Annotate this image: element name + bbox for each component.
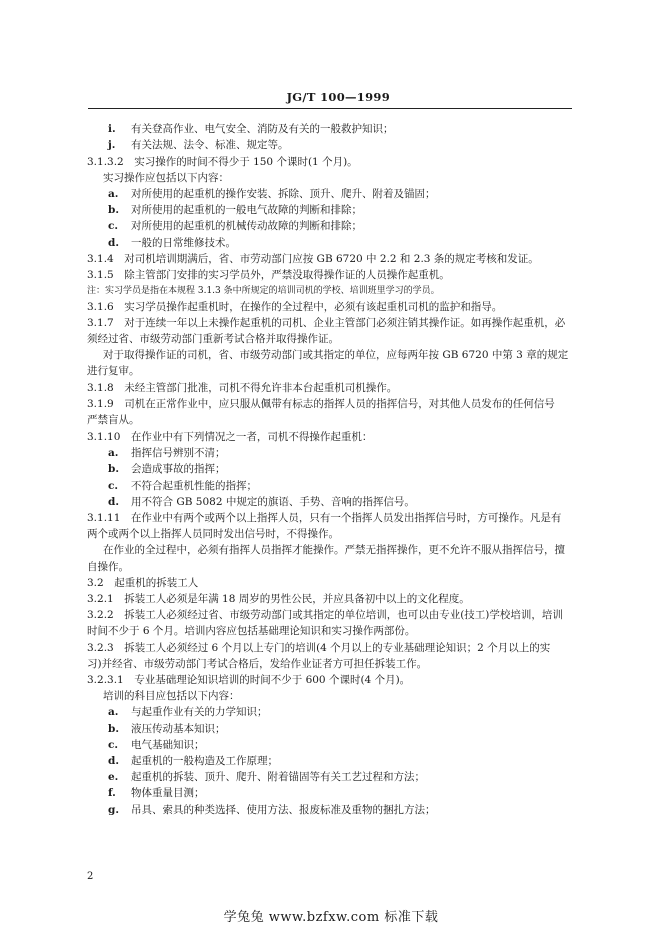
header-rule [88, 108, 572, 109]
paragraph-text: 3.1.11 在作业中有两个或两个以上指挥人员，只有一个指挥人员发出指挥信号时，方可操作。凡是有 [87, 512, 562, 524]
running-header [0, 90, 662, 104]
list-item-label: a. [108, 188, 119, 200]
paragraph-text: 3.1.7 对于连续一年以上未操作起重机的司机、企业主管部门必须注销其操作证。如再操作起重机，必 [87, 317, 566, 329]
list-item-text: 会造成事故的指挥； [131, 463, 226, 475]
paragraph-text: 3.2 起重机的拆装工人 [87, 577, 199, 589]
list-item-text: 不符合起重机性能的指挥； [131, 480, 257, 492]
paragraph-text: 习)并经省、市级劳动部门考试合格后，发给作业证者方可担任拆装工作。 [87, 658, 428, 670]
paragraph-text: 进行复审。 [87, 365, 140, 377]
list-item-label: b. [108, 204, 119, 216]
paragraph-text: 实习操作应包括以下内容： [103, 172, 229, 184]
paragraph-text: 3.2.3.1 专业基础理论知识培训的时间不少于 600 个课时(4 个月)。 [87, 674, 411, 686]
paragraph-text: 自操作。 [87, 561, 129, 573]
list-item-text: 有关法规、法令、标准、规定等。 [131, 139, 289, 151]
list-item-text: 吊具、索具的种类选择、使用方法、报废标准及重物的捆扎方法； [131, 804, 436, 816]
list-item-label: c. [108, 739, 119, 751]
paragraph-text: 培训的科目应包括以下内容： [103, 690, 240, 702]
list-item-text: 对所使用的起重机的操作安装、拆除、顶升、爬升、附着及锚固； [131, 188, 436, 200]
paragraph-text: 3.1.5 除主管部门安排的实习学员外，严禁没取得操作证的人员操作起重机。 [87, 269, 450, 281]
paragraph-text: 3.1.8 未经主管部门批准，司机不得允许非本台起重机司机操作。 [87, 382, 398, 394]
paragraph-text: 须经过省、市级劳动部门重新考试合格并取得操作证。 [87, 333, 339, 345]
footer-watermark: 学兔兔 www.bzfxw.com 标准下载 [223, 910, 439, 925]
list-item-text: 对所使用的起重机的机械传动故障的判断和排除； [131, 220, 362, 232]
paragraph-text: 严禁盲从。 [87, 414, 140, 426]
list-item-label: a. [108, 447, 119, 459]
paragraph-text: 3.2.2 拆装工人必须经过省、市级劳动部门或其指定的单位培训，也可以由专业(技工)学校培训，培训 [87, 609, 563, 621]
paragraph-text: 3.2.3 拆装工人必须经过 6 个月以上专门的培训(4 个月以上的专业基础理论知识；2 个月以上的实 [87, 642, 551, 654]
list-item-text: 与起重作业有关的力学知识； [131, 706, 268, 718]
paragraph-text: 对于取得操作证的司机，省、市级劳动部门或其指定的单位，应每两年按 GB 6720 中第 3 章的规定 [103, 349, 569, 361]
list-item-label: b. [108, 723, 119, 735]
list-item-label: e. [108, 771, 119, 783]
paragraph-text: 3.1.9 司机在正常作业中，应只服从佩带有标志的指挥人员的指挥信号，对其他人员发布的任何信号 [87, 398, 555, 410]
paragraph-text: 3.2.1 拆装工人必须是年满 18 周岁的男性公民，并应具备初中以上的文化程度。 [87, 593, 470, 605]
list-item-label: c. [108, 220, 119, 232]
paragraph-text: 在作业的全过程中，必须有指挥人员指挥才能操作。严禁无指挥操作，更不允许不服从指挥信号，擅 [103, 544, 565, 556]
paragraph-text: 3.1.4 对司机培训期满后，省、市劳动部门应按 GB 6720 中 2.2 和 2.3 条的规定考核和发证。 [87, 253, 539, 265]
paragraph-text: 时间不少于 6 个月。培训内容应包括基础理论知识和实习操作两部份。 [87, 625, 416, 637]
list-item-text: 起重机的拆装、顶升、爬升、附着锚固等有关工艺过程和方法； [131, 771, 425, 783]
list-item-text: 液压传动基本知识； [131, 723, 226, 735]
paragraph-text: 3.1.3.2 实习操作的时间不得少于 150 个课时(1 个月)。 [87, 156, 358, 168]
list-item-text: 有关登高作业、电气安全、消防及有关的一般救护知识； [131, 123, 394, 135]
list-item-label: d. [108, 755, 119, 767]
list-item-label: i. [108, 123, 116, 135]
paragraph-text: 注：实习学员是指在本规程 3.1.3 条中所规定的培训司机的学校、培训班里学习的学员。 [87, 286, 440, 296]
list-item-label: c. [108, 480, 119, 492]
paragraph-text: 3.1.6 实习学员操作起重机时，在操作的全过程中，必须有该起重机司机的监护和指导。 [87, 301, 503, 313]
list-item-label: d. [108, 237, 119, 249]
list-item-label: f. [108, 787, 116, 799]
list-item-label: j. [108, 139, 116, 151]
paragraph-text: 3.1.10 在作业中有下列情况之一者，司机不得操作起重机： [87, 431, 373, 443]
list-item-label: b. [108, 463, 119, 475]
list-item-label: d. [108, 496, 119, 508]
list-item-text: 一般的日常维修技术。 [131, 237, 236, 249]
list-item-text: 对所使用的起重机的一般电气故障的判断和排除； [131, 204, 362, 216]
list-item-text: 起重机的一般构造及工作原理； [131, 755, 278, 767]
paragraph-text: 两个或两个以上指挥人员同时发出信号时，不得操作。 [87, 528, 339, 540]
list-item-text: 物体重量目测； [131, 787, 205, 799]
list-item-label: g. [108, 804, 119, 816]
list-item-text: 指挥信号辨别不清； [131, 447, 226, 459]
page-number: 2 [87, 871, 94, 882]
list-item-label: a. [108, 706, 119, 718]
list-item-text: 电气基础知识； [131, 739, 205, 751]
standard-code: JG/T 100—1999 [286, 90, 390, 104]
list-item-text: 用不符合 GB 5082 中规定的旗语、手势、音响的指挥信号。 [131, 496, 415, 508]
